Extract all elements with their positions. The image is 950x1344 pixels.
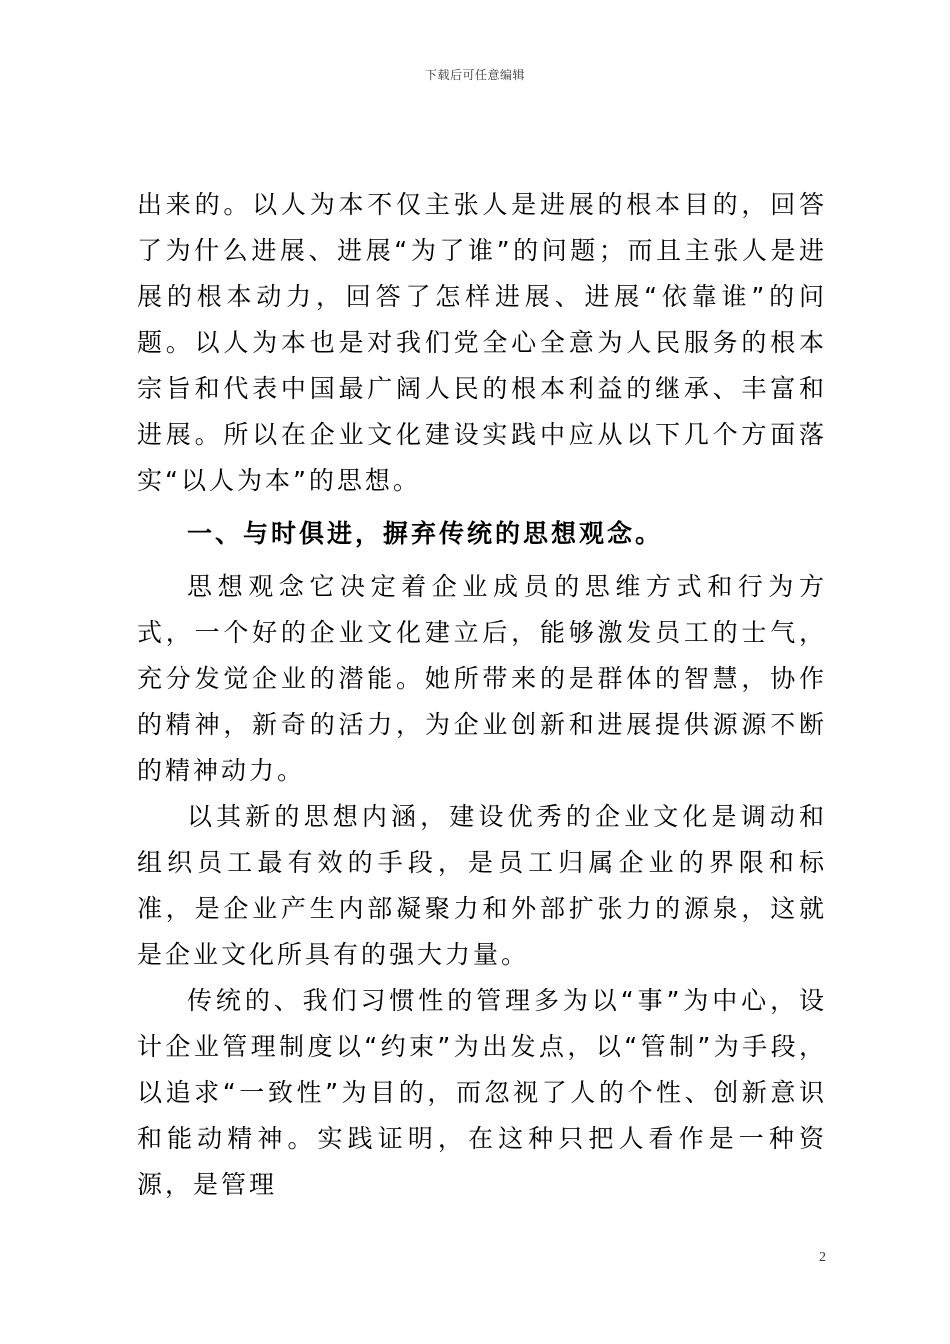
document-body <box>137 182 827 1208</box>
paragraph: 以其新的思想内涵，建设优秀的企业文化是调动和组织员工最有效的手段，是员工归属企业的界限和标准，是企业产生内部凝聚力和外部扩张力的源泉，这就是企业文化所具有的强大力量。 <box>137 802 827 969</box>
paragraph: 思想观念它决定着企业成员的思维方式和行为方式，一个好的企业文化建立后，能够激发员工的士气，充分发觉企业的潜能。她所带来的是群体的智慧，协作的精神，新奇的活力，为企业创新和进展提供源源不断的精神动力。 <box>137 572 827 785</box>
page-number: 2 <box>819 1250 826 1265</box>
section-heading: 一、与时俱进，摒弃传统的思想观念。 <box>187 519 664 548</box>
paragraph: 传统的、我们习惯性的管理多为以“事”为中心，设计企业管理制度以“约束”为出发点，以“管制”为手段，以追求“一致性”为目的，而忽视了人的个性、创新意识和能动精神。实践证明，在这种只把人看作是一种资源，是管理 <box>137 986 827 1199</box>
page-header: 下载后可任意编辑 <box>424 68 525 82</box>
paragraph-continued: 出来的。以人为本不仅主张人是进展的根本目的，回答了为什么进展、进展“为了谁”的问题；而且主张人是进展的根本动力，回答了怎样进展、进展“依靠谁”的问题。以人为本也是对我们党全心全意为人民服务的根本宗旨和代表中国最广阔人民的根本利益的继承、丰富和进展。所以在企业文化建设实践中应从以下几个方面落实“以人为本”的思想。 <box>137 190 827 495</box>
